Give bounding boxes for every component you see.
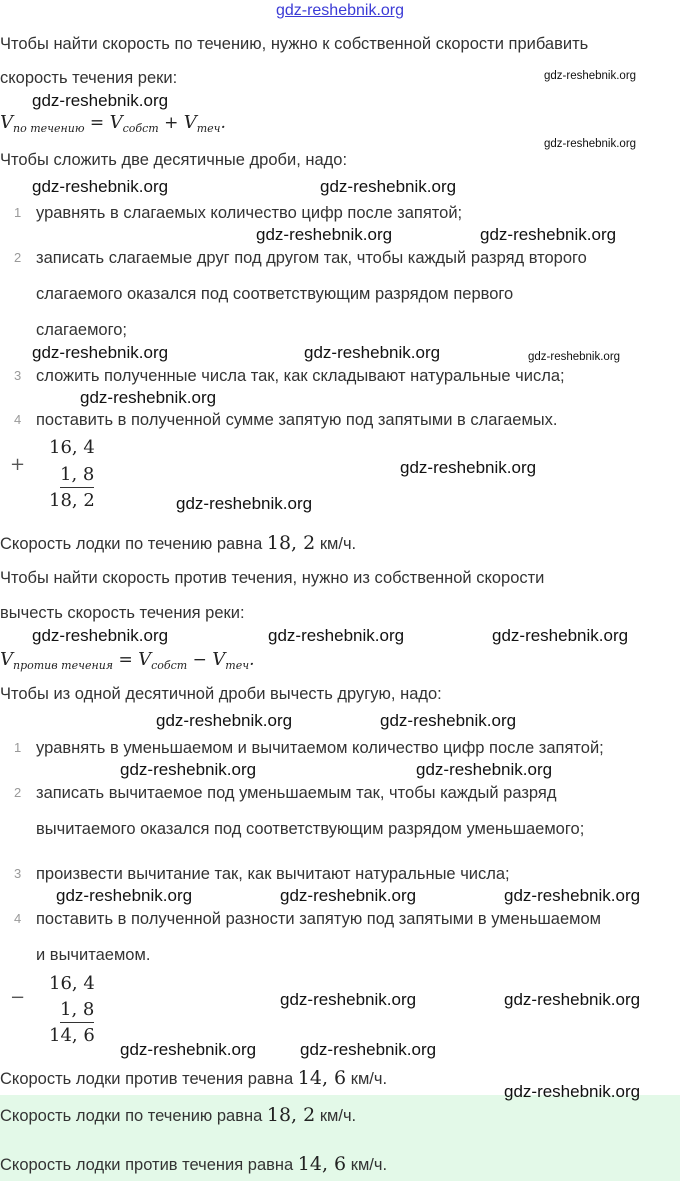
rule-title: Чтобы из одной десятичной дроби вычесть другую, надо: — [0, 685, 442, 703]
step-number: 3 — [14, 866, 22, 881]
subtrahend: 1, 8 — [60, 998, 94, 1023]
minuend: 16, 4 — [49, 973, 95, 994]
watermark: gdz-reshebnik.org — [320, 177, 457, 196]
watermark: gdz-reshebnik.org — [480, 225, 617, 244]
step-text: слагаемого; — [36, 321, 127, 339]
watermark: gdz-reshebnik.org — [416, 760, 553, 779]
minus-sign: − — [10, 987, 26, 1008]
paragraph: Чтобы найти скорость по течению, нужно к собственной скорости прибавить — [0, 35, 589, 53]
formula-symbol: V — [183, 112, 197, 133]
watermark: gdz-reshebnik.org — [544, 138, 637, 150]
paragraph: Чтобы найти скорость против течения, нужно из собственной скорости — [0, 569, 545, 587]
formula-upstream — [0, 649, 255, 673]
formula-period: . — [220, 113, 226, 133]
watermark: gdz-reshebnik.org — [120, 1040, 257, 1059]
formula-subscript: теч — [196, 122, 221, 135]
step-text: уравнять в слагаемых количество цифр после запятой; — [36, 204, 463, 222]
answer-text: Скорость лодки по течению равна — [0, 1107, 267, 1125]
watermark: gdz-reshebnik.org — [380, 711, 517, 730]
step-text: сложить полученные числа так, как складывают натуральные числа; — [36, 367, 565, 385]
watermark: gdz-reshebnik.org — [528, 351, 621, 363]
addend-1: 16, 4 — [49, 437, 95, 458]
watermark: gdz-reshebnik.org — [544, 70, 637, 82]
formula-subscript: против течения — [13, 659, 114, 672]
formula-subscript: по течению — [13, 122, 85, 135]
formula-subscript: собст — [122, 122, 159, 135]
plus-sign: + — [10, 454, 26, 475]
step-text: поставить в полученной разности запятую под запятыми в уменьшаемом — [36, 910, 602, 928]
result-downstream — [0, 532, 356, 555]
step-text: слагаемого оказался под соответствующим разрядом первого — [36, 285, 514, 303]
watermark: gdz-reshebnik.org — [280, 990, 417, 1009]
paragraph: вычесть скорость течения реки: — [0, 604, 245, 622]
answer-unit: км/ч. — [346, 1156, 388, 1174]
step-number: 2 — [14, 785, 22, 800]
result-text: Скорость лодки по течению равна — [0, 535, 267, 553]
watermark: gdz-reshebnik.org — [504, 1082, 641, 1101]
watermark: gdz-reshebnik.org — [504, 990, 641, 1009]
step-text: записать вычитаемое под уменьшаемым так, чтобы каждый разряд — [36, 784, 557, 802]
answer-value: 14, 6 — [297, 1153, 347, 1175]
formula-operator: − — [187, 650, 213, 670]
watermark: gdz-reshebnik.org — [280, 886, 417, 905]
formula-symbol: V — [0, 112, 13, 133]
step-number: 4 — [14, 412, 22, 427]
watermark: gdz-reshebnik.org — [300, 1040, 437, 1059]
formula-downstream — [0, 112, 226, 136]
watermark: gdz-reshebnik.org — [156, 711, 293, 730]
step-number: 1 — [14, 205, 22, 220]
watermark: gdz-reshebnik.org — [32, 626, 169, 645]
rule-title: Чтобы сложить две десятичные дроби, надо: — [0, 151, 348, 169]
watermark: gdz-reshebnik.org — [80, 388, 217, 407]
step-number: 3 — [14, 368, 22, 383]
watermark: gdz-reshebnik.org — [32, 177, 169, 196]
watermark: gdz-reshebnik.org — [492, 626, 629, 645]
formula-symbol: V — [212, 649, 226, 670]
formula-subscript: теч — [225, 659, 250, 672]
watermark: gdz-reshebnik.org — [400, 458, 537, 477]
formula-symbol: V — [0, 649, 13, 670]
step-number: 2 — [14, 250, 22, 265]
answer-line-upstream — [0, 1153, 387, 1176]
watermark: gdz-reshebnik.org — [56, 886, 193, 905]
addend-2: 1, 8 — [60, 463, 94, 488]
watermark: gdz-reshebnik.org — [120, 760, 257, 779]
formula-symbol: V — [138, 649, 152, 670]
formula-symbol: V — [109, 112, 123, 133]
difference: 14, 6 — [49, 1025, 95, 1046]
sum: 18, 2 — [49, 490, 95, 511]
step-text: вычитаемого оказался под соответствующим разрядом уменьшаемого; — [36, 820, 585, 838]
watermark: gdz-reshebnik.org — [32, 91, 169, 110]
result-value: 14, 6 — [297, 1067, 347, 1089]
step-text: записать слагаемые друг под другом так, чтобы каждый разряд второго — [36, 249, 587, 267]
step-number: 1 — [14, 740, 22, 755]
answer-line-downstream — [0, 1104, 356, 1127]
watermark: gdz-reshebnik.org — [256, 225, 393, 244]
formula-period: . — [249, 650, 255, 670]
result-value: 18, 2 — [266, 532, 316, 554]
formula-operator: = — [113, 650, 139, 670]
watermark: gdz-reshebnik.org — [32, 343, 169, 362]
result-upstream — [0, 1067, 387, 1090]
result-text: Скорость лодки против течения равна — [0, 1070, 298, 1088]
watermark: gdz-reshebnik.org — [268, 626, 405, 645]
watermark: gdz-reshebnik.org — [504, 886, 641, 905]
watermark: gdz-reshebnik.org — [176, 494, 313, 513]
step-text: и вычитаемом. — [36, 946, 151, 964]
watermark: gdz-reshebnik.org — [304, 343, 441, 362]
result-unit: км/ч. — [346, 1070, 388, 1088]
answer-value: 18, 2 — [266, 1104, 316, 1126]
result-unit: км/ч. — [315, 535, 357, 553]
paragraph: скорость течения реки: — [0, 69, 178, 87]
answer-text: Скорость лодки против течения равна — [0, 1156, 298, 1174]
step-text: поставить в полученной сумме запятую под запятыми в слагаемых. — [36, 411, 558, 429]
formula-subscript: собст — [151, 659, 188, 672]
answer-unit: км/ч. — [315, 1107, 357, 1125]
step-text: произвести вычитание так, как вычитают натуральные числа; — [36, 865, 510, 883]
step-text: уравнять в уменьшаемом и вычитаемом количество цифр после запятой; — [36, 739, 604, 757]
step-number: 4 — [14, 911, 22, 926]
formula-operator: + — [158, 113, 184, 133]
formula-operator: = — [84, 113, 110, 133]
header-watermark-link[interactable]: gdz-reshebnik.org — [275, 2, 405, 19]
